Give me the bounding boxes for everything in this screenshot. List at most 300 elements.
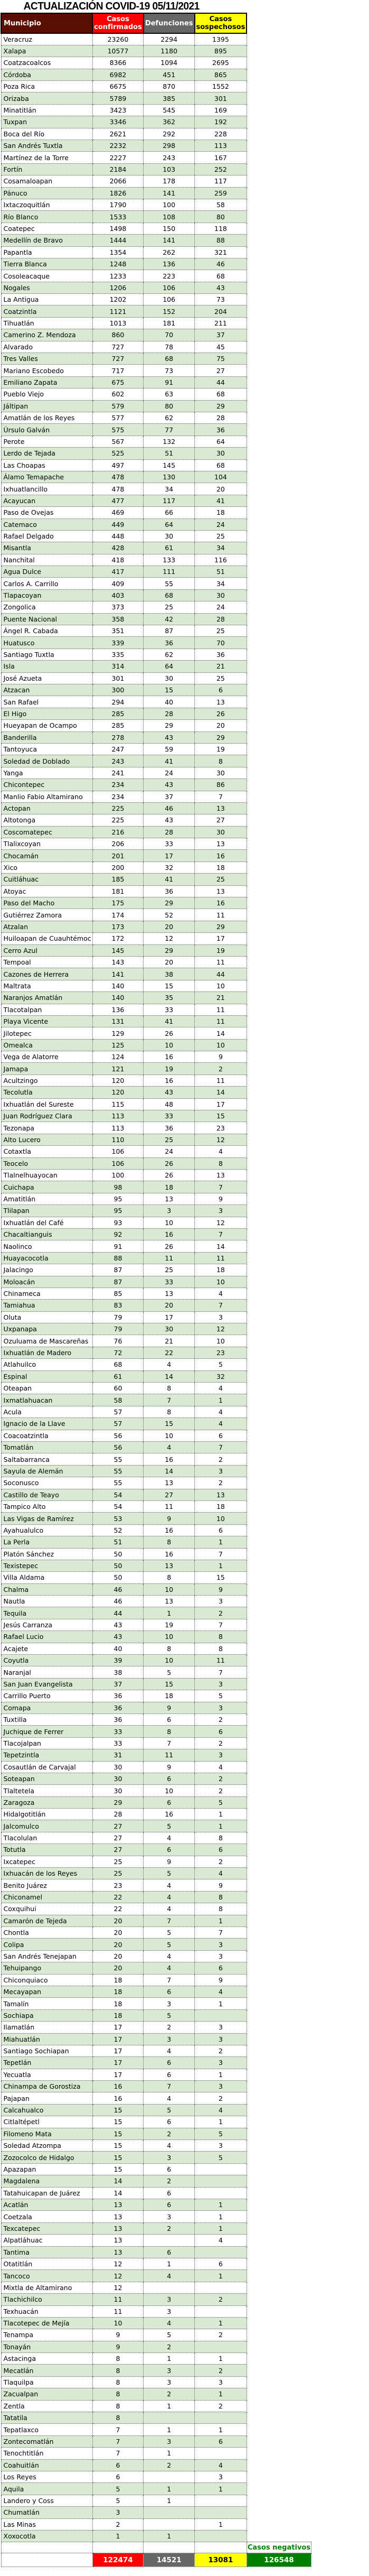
confirmados-cell: 403: [92, 589, 144, 601]
row-spacer: [247, 1051, 311, 1063]
municipio-cell: Coscomatepec: [1, 826, 92, 838]
municipio-cell: Amatitlán: [1, 1193, 92, 1204]
municipio-cell: Yanga: [1, 767, 92, 779]
sospechosos-cell: 1: [195, 2069, 247, 2080]
table-row: [1, 2400, 311, 2412]
sospechosos-cell: 16: [195, 897, 247, 909]
sospechosos-cell: 10: [195, 980, 247, 992]
municipio-cell: Landero y Coss: [1, 2495, 92, 2506]
municipio-cell: Ixhuatlán del Sureste: [1, 1098, 92, 1110]
confirmados-cell: 225: [92, 814, 144, 826]
defunciones-cell: 1180: [144, 45, 195, 57]
defunciones-cell: [144, 2518, 195, 2530]
confirmados-cell: 234: [92, 779, 144, 791]
municipio-cell: Ilamatlán: [1, 2022, 92, 2033]
municipio-cell: Tepatlaxco: [1, 2424, 92, 2435]
confirmados-cell: 225: [92, 802, 144, 814]
municipio-cell: Amatlán de los Reyes: [1, 412, 92, 424]
confirmados-cell: 15: [92, 2104, 144, 2116]
table-row: [1, 1370, 311, 1382]
municipio-cell: Jilotepec: [1, 1027, 92, 1039]
row-spacer: [247, 802, 311, 814]
sospechosos-cell: 34: [195, 542, 247, 554]
sospechosos-cell: 45: [195, 341, 247, 353]
municipio-cell: Manlio Fabio Altamirano: [1, 791, 92, 802]
table-row: [1, 448, 311, 459]
row-spacer: [247, 1962, 311, 1974]
municipio-cell: Citlaltépetl: [1, 2116, 92, 2128]
sospechosos-cell: 30: [195, 448, 247, 459]
defunciones-cell: 15: [144, 684, 195, 696]
table-row: [1, 388, 311, 400]
row-spacer: [247, 140, 311, 152]
row-spacer: [247, 341, 311, 353]
sospechosos-cell: 3: [195, 2140, 247, 2152]
table-row: [1, 2530, 311, 2542]
confirmados-cell: 7: [92, 2424, 144, 2435]
confirmados-cell: 1533: [92, 211, 144, 223]
row-spacer: [247, 2235, 311, 2246]
header-spacer: [247, 13, 311, 33]
confirmados-cell: 106: [92, 1146, 144, 1157]
sospechosos-cell: 21: [195, 661, 247, 672]
table-row: [1, 779, 311, 791]
sospechosos-cell: 2: [195, 1453, 247, 1465]
confirmados-cell: 113: [92, 1122, 144, 1134]
municipio-cell: Ixhuatlán de Madero: [1, 1347, 92, 1358]
defunciones-cell: 24: [144, 1146, 195, 1157]
sospechosos-cell: 28: [195, 613, 247, 625]
row-spacer: [247, 1441, 311, 1453]
sospechosos-cell: 10: [195, 1276, 247, 1287]
row-spacer: [247, 850, 311, 861]
row-spacer: [247, 625, 311, 637]
municipio-cell: Lerdo de Tejada: [1, 448, 92, 459]
municipio-cell: Los Reyes: [1, 2471, 92, 2482]
confirmados-cell: 7: [92, 2448, 144, 2459]
row-spacer: [247, 33, 311, 45]
sospechosos-cell: 13: [195, 802, 247, 814]
table-row: [1, 589, 311, 601]
defunciones-cell: 4: [144, 1832, 195, 1843]
row-spacer: [247, 1939, 311, 1950]
defunciones-cell: 16: [144, 1228, 195, 1240]
defunciones-cell: 3: [144, 2305, 195, 2317]
confirmados-cell: 57: [92, 1406, 144, 1417]
sospechosos-cell: 3: [195, 1950, 247, 1962]
defunciones-cell: 1: [144, 2448, 195, 2459]
defunciones-cell: 4: [144, 1903, 195, 1915]
defunciones-cell: 20: [144, 1300, 195, 1311]
confirmados-cell: 83: [92, 1300, 144, 1311]
sospechosos-cell: 1: [195, 2353, 247, 2365]
row-spacer: [247, 708, 311, 719]
defunciones-cell: 5: [144, 2329, 195, 2341]
municipio-cell: Tepetzintla: [1, 1749, 92, 1761]
row-spacer: [247, 1074, 311, 1086]
confirmados-cell: 9: [92, 2329, 144, 2341]
sospechosos-cell: 4: [195, 1418, 247, 1430]
row-spacer: [247, 1749, 311, 1761]
defunciones-cell: 27: [144, 1489, 195, 1500]
sospechosos-cell: 11: [195, 1015, 247, 1027]
defunciones-cell: 6: [144, 1713, 195, 1725]
defunciones-cell: 7: [144, 1394, 195, 1406]
municipio-cell: Ixtaczoquitlán: [1, 199, 92, 210]
defunciones-cell: 10: [144, 1631, 195, 1643]
table-row: [1, 791, 311, 802]
row-spacer: [247, 1335, 311, 1347]
row-spacer: [247, 578, 311, 589]
table-row: [1, 2518, 311, 2530]
municipio-cell: Uxpanapa: [1, 1323, 92, 1335]
sospechosos-cell: 1: [195, 2199, 247, 2210]
confirmados-cell: 2066: [92, 175, 144, 187]
confirmados-cell: 1248: [92, 258, 144, 270]
defunciones-cell: 41: [144, 755, 195, 767]
table-row: [1, 81, 311, 92]
confirmados-cell: 1: [92, 2530, 144, 2542]
confirmados-cell: 141: [92, 968, 144, 980]
sospechosos-cell: 865: [195, 69, 247, 80]
sospechosos-cell: [195, 2495, 247, 2506]
table-row: [1, 1335, 311, 1347]
row-spacer: [247, 1004, 311, 1015]
sospechosos-cell: 228: [195, 128, 247, 140]
row-spacer: [247, 1631, 311, 1643]
sospechosos-cell: [195, 2305, 247, 2317]
confirmados-cell: 95: [92, 1205, 144, 1217]
row-spacer: [247, 2140, 311, 2152]
sospechosos-cell: 41: [195, 495, 247, 506]
table-row: [1, 116, 311, 128]
table-row: [1, 2152, 311, 2163]
confirmados-cell: 1498: [92, 223, 144, 234]
row-spacer: [247, 2152, 311, 2163]
municipio-cell: Jalcomulco: [1, 1820, 92, 1832]
table-row: [1, 2057, 311, 2069]
defunciones-cell: 100: [144, 199, 195, 210]
municipio-cell: Tuxpan: [1, 116, 92, 128]
sospechosos-cell: 29: [195, 731, 247, 743]
row-spacer: [247, 1370, 311, 1382]
row-spacer: [247, 1193, 311, 1204]
table-row: [1, 1430, 311, 1441]
row-spacer: [247, 2246, 311, 2258]
row-spacer: [247, 1418, 311, 1430]
sospechosos-cell: 259: [195, 187, 247, 199]
row-spacer: [247, 874, 311, 885]
row-spacer: [247, 1643, 311, 1654]
confirmados-cell: 23260: [92, 33, 144, 45]
sospechosos-cell: 44: [195, 376, 247, 388]
defunciones-cell: 18: [144, 1690, 195, 1702]
confirmados-cell: 85: [92, 1287, 144, 1299]
municipio-cell: Ángel R. Cabada: [1, 625, 92, 637]
total-negativos: 126548: [247, 2553, 311, 2567]
defunciones-cell: 43: [144, 731, 195, 743]
table-row: [1, 861, 311, 873]
sospechosos-cell: 8: [195, 1643, 247, 1654]
municipio-cell: Chinameca: [1, 1287, 92, 1299]
municipio-cell: Soledad Atzompa: [1, 2140, 92, 2152]
table-row: [1, 1524, 311, 1536]
confirmados-cell: 200: [92, 861, 144, 873]
table-row: [1, 57, 311, 69]
table-row: [1, 282, 311, 293]
municipio-cell: Naolinco: [1, 1240, 92, 1252]
confirmados-cell: 91: [92, 1240, 144, 1252]
row-spacer: [247, 1264, 311, 1276]
table-row: [1, 1690, 311, 1702]
defunciones-cell: 6: [144, 2069, 195, 2080]
municipio-cell: Comapa: [1, 1702, 92, 1713]
municipio-cell: Ozuluama de Mascareñas: [1, 1335, 92, 1347]
sospechosos-cell: 30: [195, 589, 247, 601]
confirmados-cell: 110: [92, 1134, 144, 1145]
row-spacer: [247, 1655, 311, 1666]
sospechosos-cell: 4: [195, 1868, 247, 1879]
confirmados-cell: 285: [92, 720, 144, 731]
municipio-cell: Nogales: [1, 282, 92, 293]
table-row: [1, 874, 311, 885]
defunciones-cell: 178: [144, 175, 195, 187]
defunciones-cell: 25: [144, 601, 195, 613]
defunciones-cell: 262: [144, 246, 195, 258]
defunciones-cell: 70: [144, 329, 195, 341]
table-row: [1, 1228, 311, 1240]
municipio-cell: Juan Rodríguez Clara: [1, 1110, 92, 1122]
row-spacer: [247, 2081, 311, 2092]
sospechosos-cell: 8: [195, 1631, 247, 1643]
table-row: [1, 1974, 311, 1986]
confirmados-cell: 23: [92, 1879, 144, 1891]
confirmados-cell: 38: [92, 1666, 144, 1678]
sospechosos-cell: 4: [195, 2459, 247, 2471]
municipio-cell: Alvarado: [1, 341, 92, 353]
municipio-cell: Oluta: [1, 1311, 92, 1323]
municipio-cell: Papantla: [1, 246, 92, 258]
defunciones-cell: 223: [144, 270, 195, 282]
municipio-cell: Coxquihui: [1, 1903, 92, 1915]
confirmados-cell: 12: [92, 2258, 144, 2269]
total-defunciones: 14521: [144, 2553, 195, 2567]
municipio-cell: Tantoyuca: [1, 743, 92, 755]
defunciones-cell: 5: [144, 1820, 195, 1832]
confirmados-cell: 13: [92, 2211, 144, 2222]
sospechosos-cell: 3: [195, 1749, 247, 1761]
table-row: [1, 459, 311, 471]
municipio-cell: Apazapan: [1, 2163, 92, 2175]
row-spacer: [247, 1903, 311, 1915]
row-spacer: [247, 2518, 311, 2530]
municipio-cell: Jesús Carranza: [1, 1619, 92, 1630]
municipio-cell: Tlalixcoyan: [1, 838, 92, 850]
confirmados-cell: 13: [92, 2222, 144, 2234]
sospechosos-cell: 19: [195, 743, 247, 755]
table-row: [1, 1879, 311, 1891]
row-spacer: [247, 613, 311, 625]
confirmados-cell: 124: [92, 1051, 144, 1063]
row-spacer: [247, 791, 311, 802]
table-row: [1, 435, 311, 447]
municipio-cell: Xico: [1, 861, 92, 873]
table-row: [1, 2104, 311, 2116]
table-row: [1, 1347, 311, 1358]
table-row: [1, 1761, 311, 1773]
row-spacer: [247, 838, 311, 850]
confirmados-cell: 22: [92, 1891, 144, 1903]
sospechosos-cell: 2: [195, 2092, 247, 2104]
table-row: [1, 2022, 311, 2033]
sospechosos-cell: [195, 2009, 247, 2021]
table-row: [1, 1453, 311, 1465]
table-row: [1, 329, 311, 341]
confirmados-cell: 72: [92, 1347, 144, 1358]
row-spacer: [247, 2116, 311, 2128]
municipio-cell: Moloacán: [1, 1276, 92, 1287]
table-row: [1, 246, 311, 258]
municipio-cell: Agua Dulce: [1, 566, 92, 578]
defunciones-cell: 66: [144, 507, 195, 518]
sospechosos-cell: 2: [195, 1713, 247, 1725]
defunciones-cell: 870: [144, 81, 195, 92]
row-spacer: [247, 57, 311, 69]
defunciones-cell: 6: [144, 1773, 195, 1784]
defunciones-cell: 52: [144, 909, 195, 921]
row-spacer: [247, 2033, 311, 2045]
sospechosos-cell: 30: [195, 826, 247, 838]
table-row: [1, 1986, 311, 1997]
municipio-cell: Yecuatla: [1, 2069, 92, 2080]
row-spacer: [247, 2187, 311, 2199]
municipio-cell: Chumatlán: [1, 2507, 92, 2518]
sospechosos-cell: 5: [195, 1359, 247, 1370]
row-spacer: [247, 1489, 311, 1500]
sospechosos-cell: 204: [195, 305, 247, 317]
sospechosos-cell: 8: [195, 1157, 247, 1169]
sospechosos-cell: 29: [195, 921, 247, 932]
row-spacer: [247, 412, 311, 424]
municipio-cell: Nanchital: [1, 554, 92, 566]
row-spacer: [247, 1524, 311, 1536]
municipio-cell: San Andrés Tuxtla: [1, 140, 92, 152]
confirmados-cell: 301: [92, 672, 144, 684]
row-spacer: [247, 2424, 311, 2435]
defunciones-cell: 298: [144, 140, 195, 152]
row-spacer: [247, 2483, 311, 2495]
sospechosos-cell: 16: [195, 850, 247, 861]
confirmados-cell: 1790: [92, 199, 144, 210]
table-row: [1, 2211, 311, 2222]
table-row: [1, 1074, 311, 1086]
confirmados-cell: 52: [92, 1524, 144, 1536]
confirmados-cell: 20: [92, 1950, 144, 1962]
table-row: [1, 814, 311, 826]
confirmados-cell: 20: [92, 1939, 144, 1950]
row-spacer: [247, 518, 311, 530]
confirmados-cell: 36: [92, 1690, 144, 1702]
row-spacer: [247, 1122, 311, 1134]
sospechosos-cell: 2: [195, 1477, 247, 1489]
municipio-cell: Tlacotepec de Mejía: [1, 2317, 92, 2329]
municipio-cell: Tamiahua: [1, 1300, 92, 1311]
defunciones-cell: 11: [144, 1500, 195, 1512]
defunciones-cell: 16: [144, 1809, 195, 1820]
empty-cell: [1, 2542, 92, 2553]
defunciones-cell: 8: [144, 1572, 195, 1583]
municipio-cell: Santiago Sochiapan: [1, 2045, 92, 2056]
row-spacer: [247, 1560, 311, 1571]
sospechosos-cell: 25: [195, 672, 247, 684]
row-spacer: [247, 152, 311, 163]
table-row: [1, 1844, 311, 1856]
defunciones-cell: 243: [144, 152, 195, 163]
confirmados-cell: 579: [92, 400, 144, 412]
municipio-cell: Martínez de la Torre: [1, 152, 92, 163]
row-spacer: [247, 1087, 311, 1098]
confirmados-cell: 54: [92, 1500, 144, 1512]
row-spacer: [247, 69, 311, 80]
row-spacer: [247, 861, 311, 873]
municipio-cell: Zozocolco de Hidalgo: [1, 2152, 92, 2163]
municipio-cell: Playa Vicente: [1, 1015, 92, 1027]
defunciones-cell: 8: [144, 1536, 195, 1548]
municipio-cell: Colipa: [1, 1939, 92, 1950]
total-sospechosos: 13081: [195, 2553, 247, 2567]
sospechosos-cell: 8: [195, 1832, 247, 1843]
table-row: [1, 2270, 311, 2282]
confirmados-cell: 409: [92, 578, 144, 589]
defunciones-cell: 5: [144, 2009, 195, 2021]
municipio-cell: José Azueta: [1, 672, 92, 684]
municipio-cell: San Andrés Tenejapan: [1, 1950, 92, 1962]
defunciones-cell: 43: [144, 1087, 195, 1098]
municipio-cell: Magdalena: [1, 2175, 92, 2187]
table-row: [1, 1039, 311, 1051]
sospechosos-cell: 25: [195, 874, 247, 885]
defunciones-cell: 78: [144, 341, 195, 353]
confirmados-cell: 3423: [92, 104, 144, 116]
table-header: [1, 13, 311, 33]
confirmados-cell: 278: [92, 731, 144, 743]
municipio-cell: Naranjal: [1, 1666, 92, 1678]
row-spacer: [247, 92, 311, 104]
municipio-cell: Acajete: [1, 1643, 92, 1654]
row-spacer: [247, 81, 311, 92]
confirmados-cell: 373: [92, 601, 144, 613]
confirmados-cell: 17: [92, 2045, 144, 2056]
defunciones-cell: 1094: [144, 57, 195, 69]
table-row: [1, 365, 311, 376]
row-spacer: [247, 1146, 311, 1157]
defunciones-cell: 3: [144, 1205, 195, 1217]
sospechosos-cell: 11: [195, 1004, 247, 1015]
municipio-cell: Tatahuicapan de Juárez: [1, 2187, 92, 2199]
sospechosos-cell: 1: [195, 2211, 247, 2222]
sospechosos-cell: 1395: [195, 33, 247, 45]
municipio-cell: Veracruz: [1, 33, 92, 45]
defunciones-cell: 16: [144, 1453, 195, 1465]
row-spacer: [247, 956, 311, 968]
confirmados-cell: 30: [92, 1773, 144, 1784]
sospechosos-cell: 44: [195, 968, 247, 980]
sospechosos-cell: 1: [195, 2424, 247, 2435]
confirmados-cell: 8: [92, 2353, 144, 2365]
confirmados-cell: 60: [92, 1383, 144, 1394]
sospechosos-cell: 169: [195, 104, 247, 116]
sospechosos-cell: [195, 2175, 247, 2187]
